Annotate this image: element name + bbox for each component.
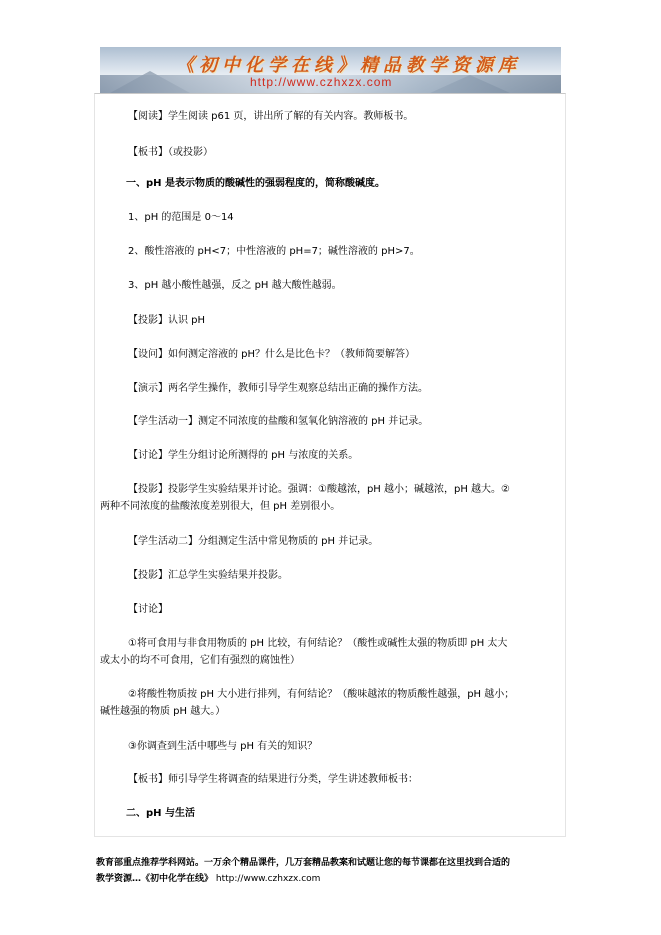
- discussion-item-2-line-1: ②将酸性物质按 pH 大小进行排列，有何结论？（酸味越浓的物质酸性越强，pH 越小；: [128, 689, 515, 700]
- list-item: 3、pH 越小酸性越强，反之 pH 越大酸性越弱。: [128, 280, 342, 291]
- projection-result-line-2: 两种不同浓度的盐酸浓度差别很大，但 pH 差别很小。: [100, 501, 341, 512]
- footer-url[interactable]: http://www.czhxzx.com: [215, 874, 321, 884]
- discussion-item-3: ③你调查到生活中哪些与 pH 有关的知识？: [128, 741, 318, 752]
- discussion-item-1-line-2: 或太小的均不可食用，它们有强烈的腐蚀性）: [100, 655, 300, 666]
- banner-title: 《初中化学在线》精品教学资源库: [176, 55, 521, 76]
- list-item: 1、pH 的范围是 0～14: [128, 212, 234, 223]
- projection-paragraph: 【投影】汇总学生实验结果并投影。: [128, 570, 288, 581]
- reading-paragraph: 【阅读】学生阅读 p61 页，讲出所了解的有关内容。教师板书。: [128, 111, 414, 122]
- discussion-paragraph: 【讨论】学生分组讨论所测得的 pH 与浓度的关系。: [128, 450, 359, 461]
- section-heading-1: 一、pH 是表示物质的酸碱性的强弱程度的，简称酸碱度。: [126, 178, 386, 189]
- banner-url[interactable]: http://www.czhxzx.com: [250, 75, 393, 89]
- footer-site-name: 教学资源…《初中化学在线》: [96, 874, 214, 884]
- board-paragraph: 【板书】（或投影）: [128, 147, 213, 158]
- content-frame: [94, 93, 566, 837]
- footer-line-2: [96, 871, 566, 887]
- discussion-item-2-line-2: 碱性越强的物质 pH 越大。）: [100, 706, 226, 717]
- section-heading-2: 二、pH 与生活: [126, 808, 196, 819]
- activity-paragraph: 【学生活动二】分组测定生活中常见物质的 pH 并记录。: [128, 536, 379, 547]
- question-paragraph: 【设问】如何测定溶液的 pH？什么是比色卡？（教师简要解答）: [128, 349, 416, 360]
- discussion-item-1-line-1: ①将可食用与非食用物质的 pH 比较，有何结论？（酸性或碱性太强的物质即 pH 太大: [128, 638, 508, 649]
- footer-line-1: 教育部重点推荐学科网站。一万余个精品课件，几万套精品教案和试题让您的每节课都在这里找到合适的: [96, 858, 511, 868]
- projection-paragraph: 【投影】认识 pH: [128, 315, 206, 326]
- demo-paragraph: 【演示】两名学生操作，教师引导学生观察总结出正确的操作方法。: [128, 383, 428, 394]
- board-paragraph: 【板书】师引导学生将调查的结果进行分类，学生讲述教师板书：: [128, 774, 418, 785]
- list-item: 2、酸性溶液的 pH<7；中性溶液的 pH=7；碱性溶液的 pH>7。: [128, 246, 420, 257]
- header-banner: [100, 47, 561, 93]
- footer: [96, 855, 566, 887]
- projection-result-line-1: 【投影】投影学生实验结果并讨论。强调：①酸越浓，pH 越小；碱越浓，pH 越大。②: [128, 484, 511, 495]
- discussion-heading: 【讨论】: [128, 604, 168, 615]
- activity-paragraph: 【学生活动一】测定不同浓度的盐酸和氢氧化钠溶液的 pH 并记录。: [128, 416, 429, 427]
